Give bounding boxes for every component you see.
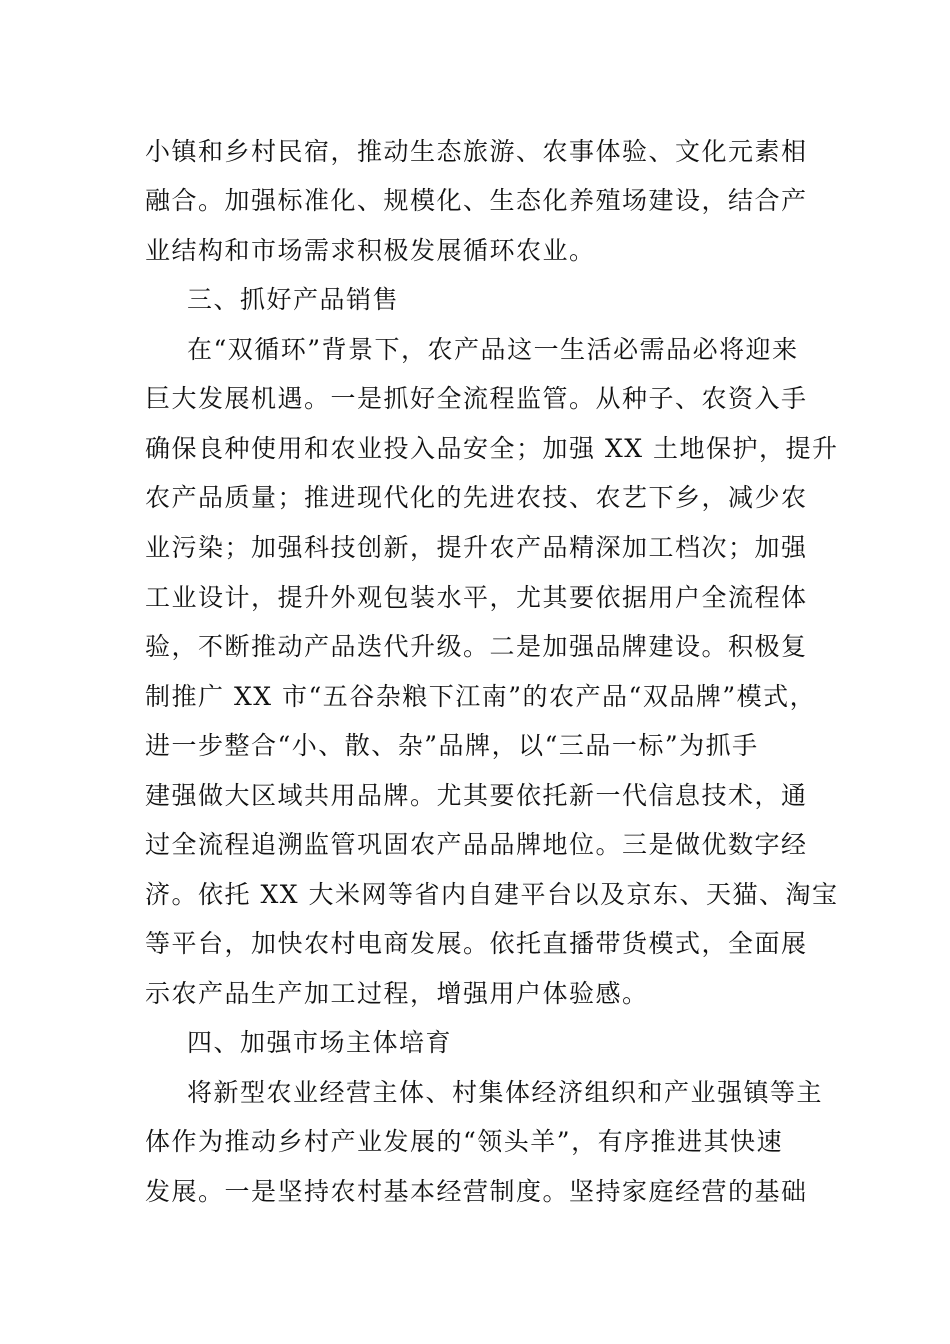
text-line-5: 在“双循环”背景下，农产品这一生活必需品必将迎来	[187, 335, 799, 364]
text-line-20: 将新型农业经营主体、村集体经济组织和产业强镇等主	[187, 1078, 824, 1107]
text-line-18: 示农产品生产加工过程，增强用户体验感。	[145, 979, 649, 1008]
text-line-8: 农产品质量；推进现代化的先进农技、农艺下乡，减少农	[145, 483, 808, 512]
text-line-7: 确保良种使用和农业投入品安全；加强 XX 土地保护，提升	[145, 434, 839, 463]
text-line-13: 进一步整合“小、散、杂”品牌，以“三品一标”为抓手	[145, 731, 759, 760]
text-line-9: 业污染；加强科技创新，提升农产品精深加工档次；加强	[145, 533, 808, 562]
text-line-3: 业结构和市场需求积极发展循环农业。	[145, 236, 596, 265]
text-line-14: 建强做大区域共用品牌。尤其要依托新一代信息技术，通	[145, 781, 808, 810]
text-line-15: 过全流程追溯监管巩固农产品品牌地位。三是做优数字经	[145, 830, 808, 859]
section-heading-3: 三、抓好产品销售	[187, 285, 400, 314]
section-heading-4: 四、加强市场主体培育	[187, 1028, 453, 1057]
text-line-10: 工业设计，提升外观包装水平，尤其要依据用户全流程体	[145, 583, 808, 612]
text-line-11: 验，不断推动产品迭代升级。二是加强品牌建设。积极复	[145, 632, 808, 661]
text-line-21: 体作为推动乡村产业发展的“领头羊”，有序推进其快速	[145, 1127, 784, 1156]
text-line-2: 融合。加强标准化、规模化、生态化养殖场建设，结合产	[145, 186, 808, 215]
text-line-12: 制推广 XX 市“五谷杂粮下江南”的农产品“双品牌”模式，	[145, 682, 817, 711]
text-line-16: 济。依托 XX 大米网等省内自建平台以及京东、天猫、淘宝	[145, 880, 839, 909]
text-line-1: 小镇和乡村民宿，推动生态旅游、农事体验、文化元素相	[145, 137, 808, 166]
text-line-6: 巨大发展机遇。一是抓好全流程监管。从种子、农资入手	[145, 384, 808, 413]
text-line-22: 发展。一是坚持农村基本经营制度。坚持家庭经营的基础	[145, 1177, 808, 1206]
text-line-17: 等平台，加快农村电商发展。依托直播带货模式，全面展	[145, 929, 808, 958]
